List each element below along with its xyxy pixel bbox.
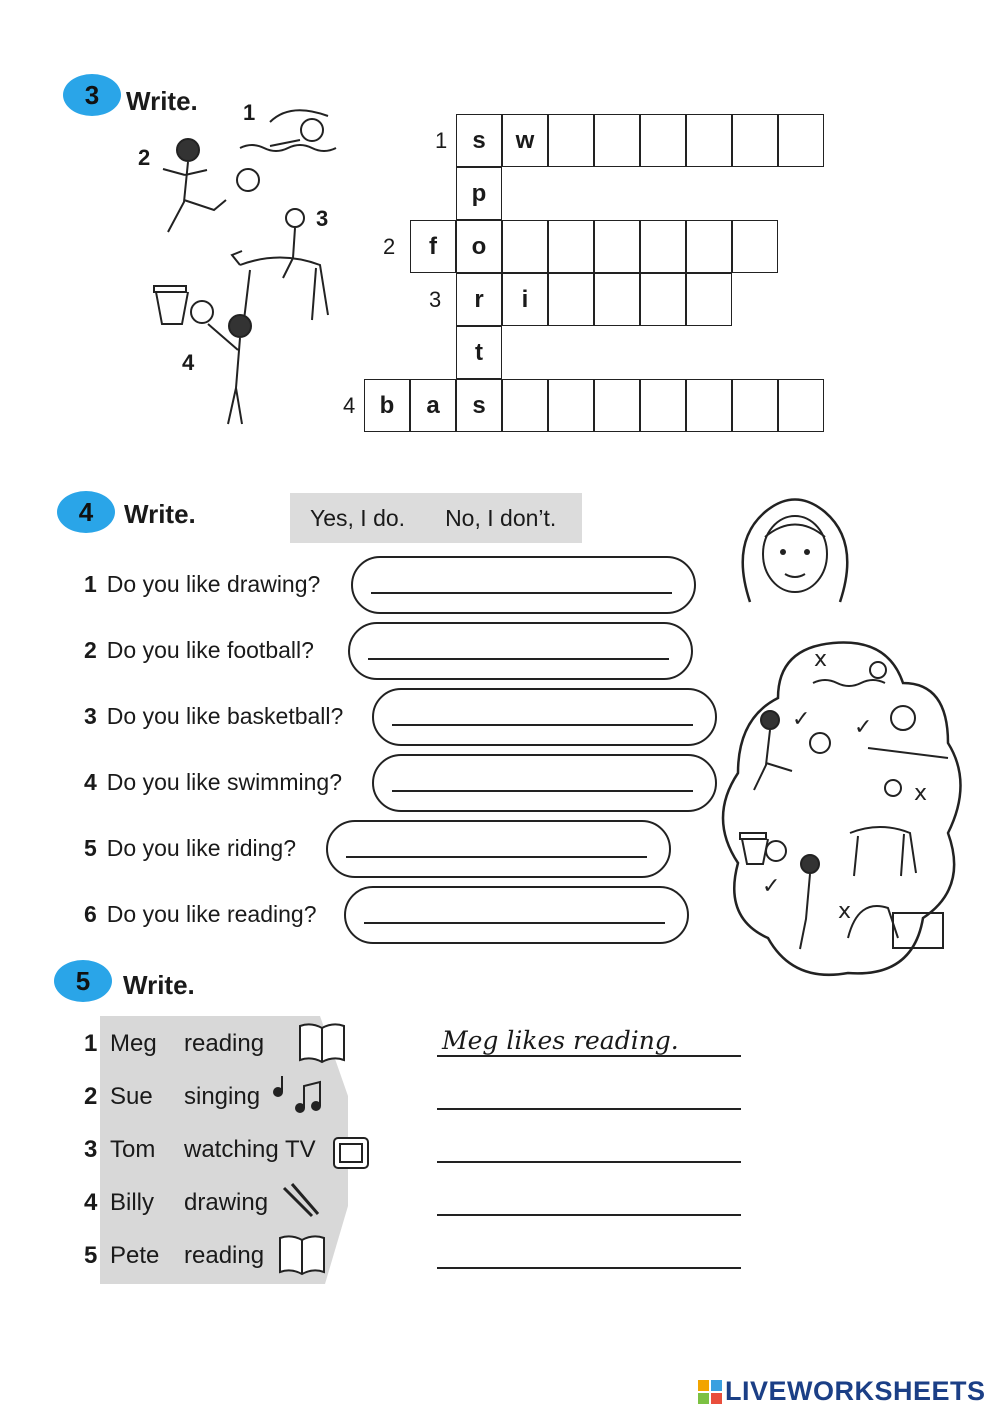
mark-football: ✓ <box>792 707 811 732</box>
cw-cell-input[interactable] <box>686 273 732 326</box>
question-1: 1 Do you like drawing? <box>84 571 321 597</box>
answer-line-4[interactable] <box>437 1214 741 1216</box>
answer-bubble-4[interactable] <box>372 754 717 812</box>
book-icon <box>276 1232 328 1278</box>
mark-drawing: x <box>838 899 852 924</box>
question-2: 2 Do you like football? <box>84 637 314 663</box>
brand-text: LIVEWORKSHEETS <box>725 1376 986 1406</box>
section-5-badge: 5 <box>54 960 112 1002</box>
cw-cell: s <box>456 114 502 167</box>
answer-line-1 <box>437 1055 741 1057</box>
cw-cell: i <box>502 273 548 326</box>
row-4: 4 Billy drawing <box>84 1189 269 1216</box>
sports-illustration <box>140 100 360 450</box>
answer-option-no: No, I don’t. <box>445 504 557 531</box>
question-4: 4 Do you like swimming? <box>84 769 342 795</box>
cw-cell: w <box>502 114 548 167</box>
thought-cloud-illustration <box>718 628 963 988</box>
cw-cell-input[interactable] <box>640 273 686 326</box>
row-1: 1 Meg reading <box>84 1030 265 1057</box>
cw-cell: b <box>364 379 410 432</box>
cw-cell-input[interactable] <box>594 114 640 167</box>
row-3: 3 Tom watching TV <box>84 1136 316 1163</box>
cw-cell-input[interactable] <box>640 220 686 273</box>
picture-label-4: 4 <box>182 350 195 375</box>
answer-line-3[interactable] <box>437 1161 741 1163</box>
question-6: 6 Do you like reading? <box>84 901 317 927</box>
girl-face-icon <box>730 492 860 617</box>
answer-bubble-3[interactable] <box>372 688 717 746</box>
cw-cell: s <box>456 379 502 432</box>
mark-swimming: x <box>814 647 828 672</box>
cw-cell-input[interactable] <box>732 114 778 167</box>
row-5: 5 Pete reading <box>84 1242 265 1269</box>
answer-option-yes: Yes, I do. <box>310 504 406 531</box>
answer-bubble-2[interactable] <box>348 622 693 680</box>
section-4-badge: 4 <box>57 491 115 533</box>
answer-options-box <box>290 493 582 543</box>
cw-cell-input[interactable] <box>686 220 732 273</box>
section-3-title: Write. <box>126 86 198 116</box>
cw-cell-input[interactable] <box>502 220 548 273</box>
swimmer-icon <box>240 110 336 151</box>
clue-number-3: 3 <box>429 287 442 312</box>
cw-cell-input[interactable] <box>594 220 640 273</box>
footballer-icon <box>163 139 259 232</box>
clue-number-4: 4 <box>343 393 356 418</box>
book-icon <box>296 1020 348 1066</box>
picture-label-3: 3 <box>316 206 329 231</box>
cw-cell: f <box>410 220 456 273</box>
tv-icon <box>330 1130 374 1174</box>
cw-cell: o <box>456 220 502 273</box>
mark-riding: x <box>914 781 928 806</box>
answer-bubble-6[interactable] <box>344 886 689 944</box>
cw-cell-input[interactable] <box>640 379 686 432</box>
example-answer: Meg likes reading. <box>442 1026 679 1055</box>
picture-label-2: 2 <box>138 145 151 170</box>
answer-line-2[interactable] <box>437 1108 741 1110</box>
cw-cell: p <box>456 167 502 220</box>
cw-cell-input[interactable] <box>778 114 824 167</box>
clue-number-2: 2 <box>383 234 396 259</box>
picture-label-1: 1 <box>243 100 256 125</box>
cw-cell-input[interactable] <box>686 379 732 432</box>
clue-number-1: 1 <box>435 128 448 153</box>
cw-cell-input[interactable] <box>594 273 640 326</box>
cw-cell-input[interactable] <box>548 114 594 167</box>
cw-cell-input[interactable] <box>548 379 594 432</box>
cw-cell-input[interactable] <box>732 220 778 273</box>
mark-basketball: ✓ <box>762 874 781 899</box>
liveworksheets-logo-icon <box>697 1379 723 1405</box>
row-2: 2 Sue singing <box>84 1083 261 1110</box>
horse-rider-icon <box>232 209 328 320</box>
answer-bubble-5[interactable] <box>326 820 671 878</box>
cw-cell-input[interactable] <box>548 273 594 326</box>
question-3: 3 Do you like basketball? <box>84 703 344 729</box>
cw-cell-input[interactable] <box>594 379 640 432</box>
cw-cell: t <box>456 326 502 379</box>
cw-cell-input[interactable] <box>640 114 686 167</box>
cw-cell-input[interactable] <box>778 379 824 432</box>
cw-cell: a <box>410 379 456 432</box>
section-4-title: Write. <box>124 499 196 529</box>
cw-cell-input[interactable] <box>686 114 732 167</box>
cw-cell-input[interactable] <box>732 379 778 432</box>
mark-reading: ✓ <box>854 715 873 740</box>
section-5-title: Write. <box>123 970 195 1000</box>
cw-cell: r <box>456 273 502 326</box>
basketball-player-icon <box>154 286 251 424</box>
music-notes-icon <box>270 1070 326 1116</box>
pencils-icon <box>278 1180 322 1224</box>
answer-bubble-1[interactable] <box>351 556 696 614</box>
cw-cell-input[interactable] <box>548 220 594 273</box>
answer-line-5[interactable] <box>437 1267 741 1269</box>
cw-cell-input[interactable] <box>502 379 548 432</box>
section-3-badge: 3 <box>63 74 121 116</box>
question-5: 5 Do you like riding? <box>84 835 297 861</box>
